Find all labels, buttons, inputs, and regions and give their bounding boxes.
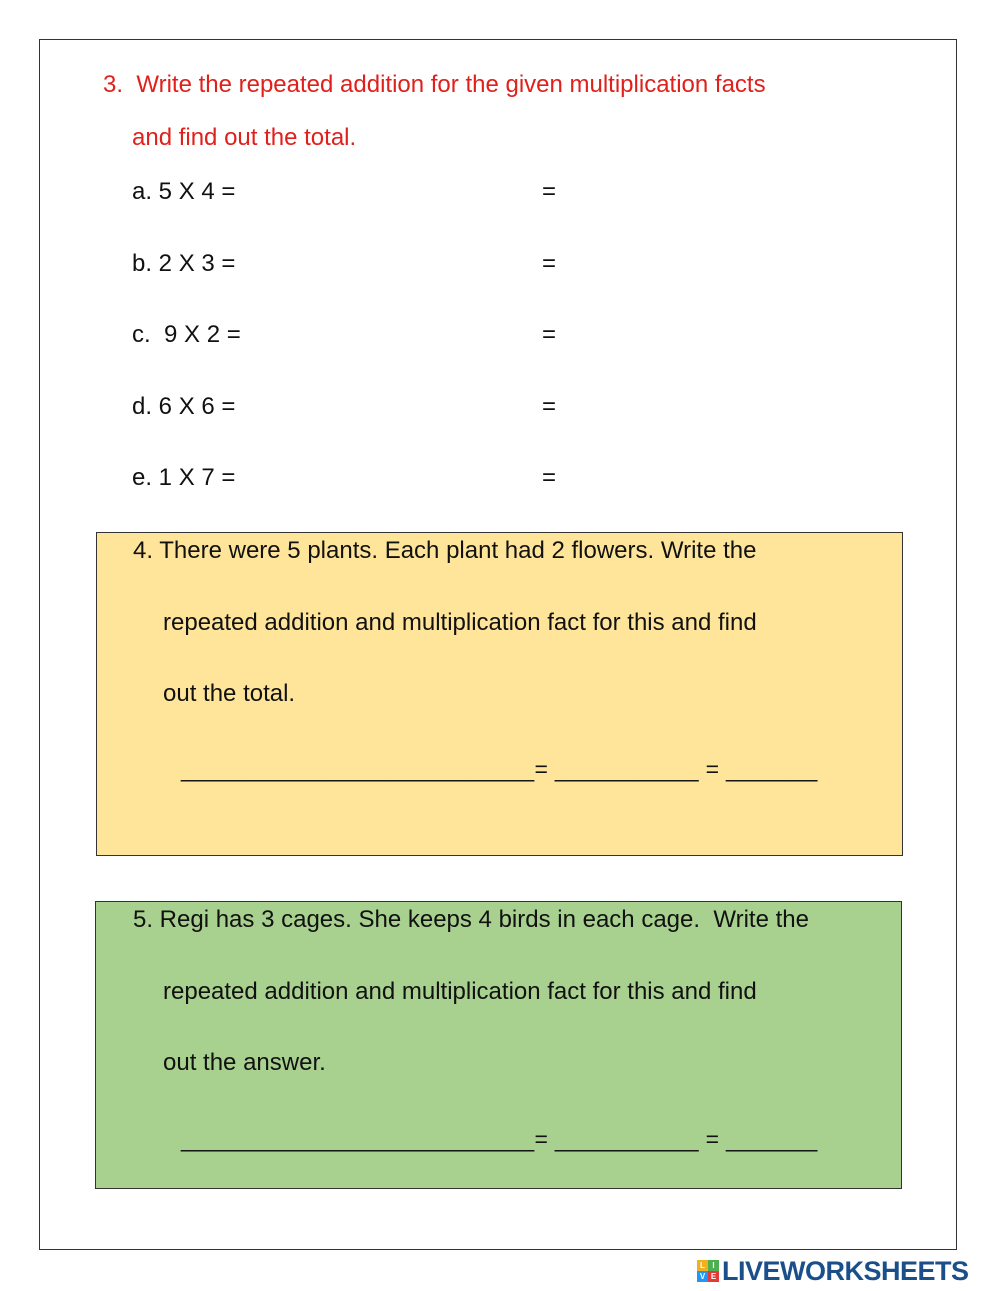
logo-letter-i: I	[708, 1260, 719, 1271]
item-a-label: a. 5 X 4 =	[132, 178, 236, 205]
item-e-equals: =	[542, 464, 557, 491]
logo-letter-e: E	[708, 1271, 719, 1282]
question-5-line3: out the answer.	[163, 1049, 326, 1076]
liveworksheets-logo	[697, 1256, 969, 1286]
question-5-line2: repeated addition and multiplication fact for this and find	[163, 978, 757, 1005]
question-4-line3: out the total.	[163, 680, 296, 707]
item-d-label: d. 6 X 6 =	[132, 393, 236, 420]
question-4-answer-blanks[interactable]: ___________________________= ___________ = _______	[181, 756, 818, 782]
liveworksheets-logo-icon	[697, 1260, 719, 1282]
question-5-line1: 5. Regi has 3 cages. She keeps 4 birds in each cage. Write the	[133, 906, 809, 933]
question-3-title-line2: and find out the total.	[132, 124, 357, 151]
item-b-label: b. 2 X 3 =	[132, 250, 236, 277]
question-4-line1: 4. There were 5 plants. Each plant had 2 flowers. Write the	[133, 537, 757, 564]
question-4-line2: repeated addition and multiplication fact for this and find	[163, 609, 757, 636]
logo-letter-l: L	[697, 1260, 708, 1271]
item-c-label: c. 9 X 2 =	[132, 321, 241, 348]
question-5-answer-blanks[interactable]: ___________________________= ___________ = _______	[181, 1126, 818, 1152]
item-c-equals: =	[542, 321, 557, 348]
item-d-equals: =	[542, 393, 557, 420]
item-a-equals: =	[542, 178, 557, 205]
liveworksheets-logo-text: LIVEWORKSHEETS	[722, 1255, 969, 1286]
logo-letter-v: V	[697, 1271, 708, 1282]
item-b-equals: =	[542, 250, 557, 277]
question-3-title-line1: 3. Write the repeated addition for the given multiplication facts	[103, 71, 766, 98]
item-e-label: e. 1 X 7 =	[132, 464, 236, 491]
